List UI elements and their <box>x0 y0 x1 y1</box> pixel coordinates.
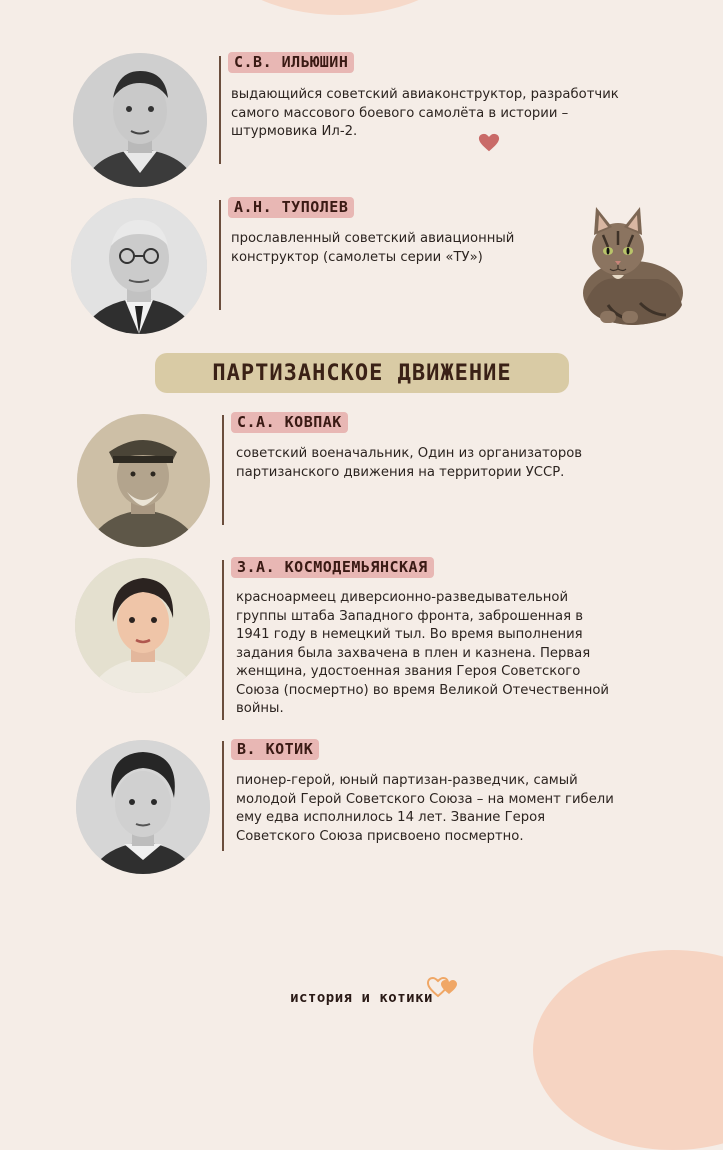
description-kotik: пионер-герой, юный партизан-разведчик, самый молодой Герой Советского Союза – на момент гибели ему едва исполнилось 14 лет. Звание Героя Советского Союза присвоено посмертно. <box>236 773 614 844</box>
heart-icon <box>478 132 500 154</box>
name-tag-ilyushin: С.В. ИЛЬЮШИН <box>228 52 354 73</box>
name-tag-kovpak: С.А. КОВПАК <box>231 412 348 433</box>
description-kosmodemyanskaya: красноармеец диверсионно-разведывательной группы штаба Западного фронта, заброшенная в 1941 году в немецкий тыл. Во время выполнения задания была захвачена в плен и казнена. Первая женщина, удостоенная звания Героя Советского Союза (посмертно) во время Великой Отечественной войны. <box>236 590 609 716</box>
description-tupolev: прославленный советский авиационный конструктор (самолеты серии «ТУ») <box>231 231 515 265</box>
footer-brand: история и котики <box>290 990 433 1006</box>
cat-illustration <box>578 205 684 327</box>
name-tag-kosmodemyanskaya: З.А. КОСМОДЕМЬЯНСКАЯ <box>231 557 434 578</box>
divider-line <box>219 56 221 164</box>
portrait-kovpak <box>77 414 210 547</box>
portrait-kotik <box>76 740 210 874</box>
divider-line <box>222 741 224 851</box>
section-title: ПАРТИЗАНСКОЕ ДВИЖЕНИЕ <box>212 360 512 386</box>
description-ilyushin: выдающийся советский авиаконструктор, разработчик самого массового боевого самолёта в истории – штурмовика Ил-2. <box>231 87 619 139</box>
portrait-ilyushin <box>73 53 207 187</box>
section-header <box>155 353 569 393</box>
decor-blob-top <box>215 0 465 15</box>
description-kovpak: советский военачальник, Один из организаторов партизанского движения на территории УССР. <box>236 446 583 480</box>
divider-line <box>222 415 224 525</box>
divider-line <box>219 200 221 310</box>
portrait-kosmodemyanskaya <box>75 558 210 693</box>
name-tag-kotik: В. КОТИК <box>231 739 319 760</box>
name-tag-tupolev: А.Н. ТУПОЛЕВ <box>228 197 354 218</box>
decor-blob-bottom <box>533 950 723 1150</box>
portrait-tupolev <box>71 198 207 334</box>
divider-line <box>222 560 224 720</box>
